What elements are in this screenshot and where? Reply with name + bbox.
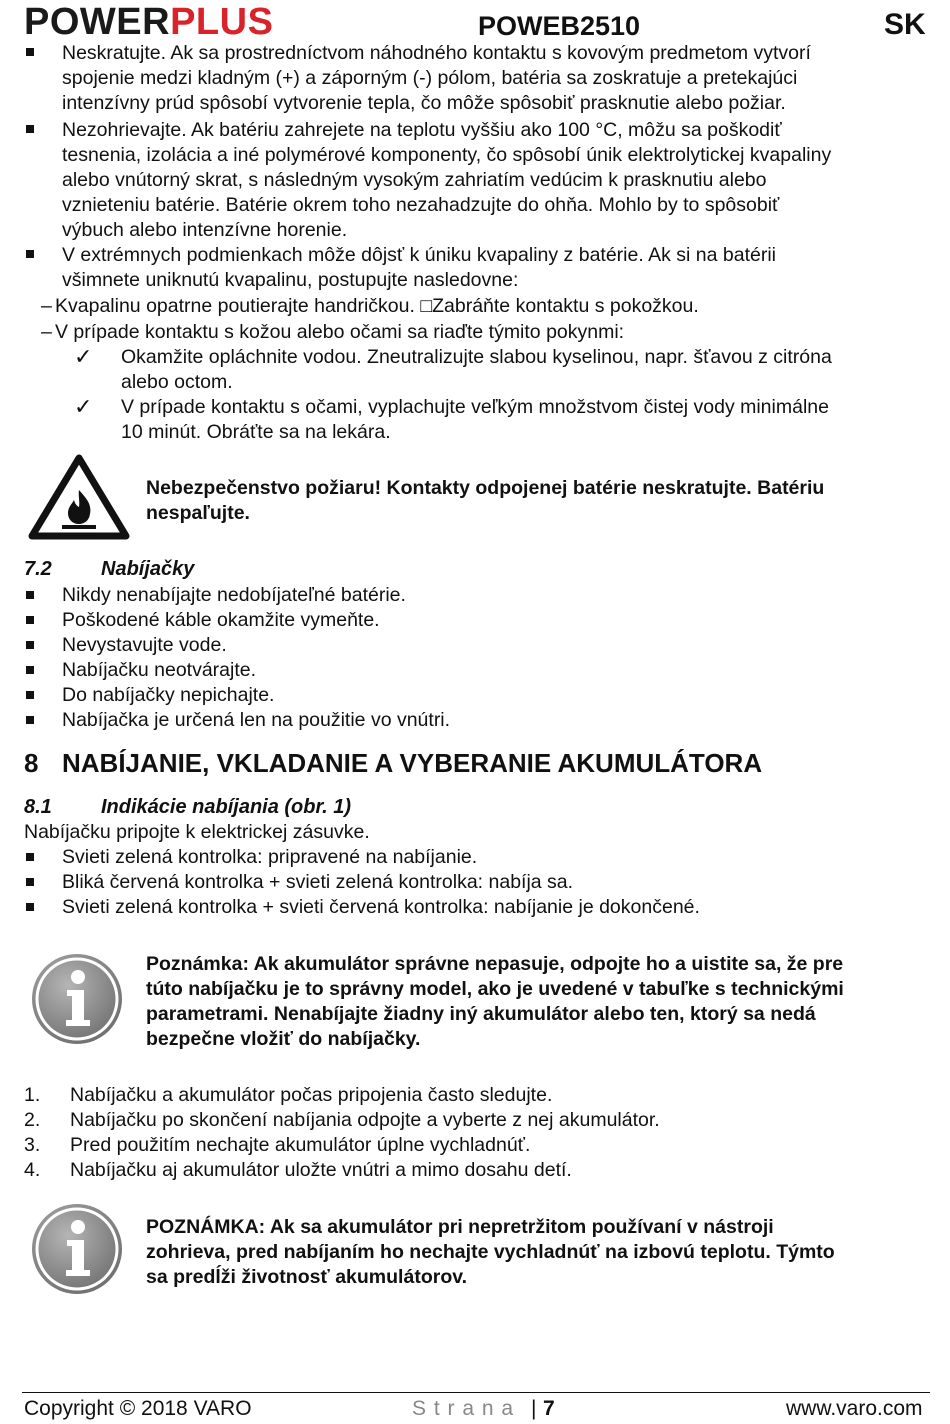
bullet-icon	[26, 591, 34, 599]
brand-logo	[24, 0, 273, 44]
note-text: bezpečne vložiť do nabíjačky.	[146, 1028, 421, 1050]
footer-page-label: S t r a n a	[412, 1397, 515, 1420]
paragraph-line: všimnete uniknutú kvapalinu, postupujte nasledovne:	[62, 269, 519, 291]
checkmark-icon: ✓	[74, 344, 93, 369]
logo-word-power: POWER	[24, 1, 171, 43]
paragraph-line: V extrémnych podmienkach môže dôjsť k úniku kvapaliny z batérie. Ak si na batérii	[62, 244, 776, 266]
check-item-line: Okamžite opláchnite vodou. Zneutralizujte slabou kyselinou, napr. šťavou z citróna	[121, 346, 832, 368]
dash-icon: –	[41, 321, 52, 343]
dash-item: Kvapalinu opatrne poutierajte handričkou. □Zabráňte kontaktu s pokožkou.	[55, 295, 699, 317]
note-text: POZNÁMKA: Ak sa akumulátor pri nepretržitom používaní v nástroji	[146, 1216, 774, 1238]
list-number: 4.	[24, 1159, 41, 1181]
paragraph-line: tesnenia, izolácia a iné polymérové komponenty, čo spôsobí únik elektrolytickej kvapaliny	[62, 144, 832, 166]
check-item-line: V prípade kontaktu s očami, vyplachujte veľkým množstvom čistej vody minimálne	[121, 396, 829, 418]
chapter-title: NABÍJANIE, VKLADANIE A VYBERANIE AKUMULÁTORA	[62, 748, 763, 778]
footer-copyright: Copyright © 2018 VARO	[24, 1397, 252, 1420]
numbered-item: Nabíjačku a akumulátor počas pripojenia často sledujte.	[70, 1084, 553, 1106]
bullet-icon	[26, 250, 34, 258]
paragraph-line: Nezohrievajte. Ak batériu zahrejete na teplotu vyššiu ako 100 °C, môžu sa poškodiť	[62, 119, 782, 141]
bullet-icon	[26, 641, 34, 649]
note-text: parametrami. Nenabíjajte žiadny iný akumulátor alebo ten, ktorý sa nedá	[146, 1003, 816, 1025]
note-text: túto nabíjačku je to správny model, ako je uvedené v tabuľke s technickými	[146, 978, 844, 1000]
list-item: Do nabíjačky nepichajte.	[62, 684, 275, 706]
check-item-line: 10 minút. Obráťte sa na lekára.	[121, 421, 391, 443]
info-icon	[30, 952, 124, 1046]
chapter-number: 8	[24, 748, 39, 778]
paragraph-line: Neskratujte. Ak sa prostredníctvom náhodného kontaktu s kovovým predmetom vytvorí	[62, 42, 811, 64]
bullet-icon	[26, 48, 34, 56]
fire-warning-icon	[28, 454, 130, 540]
note-text: Poznámka: Ak akumulátor správne nepasuje, odpojte ho a uistite sa, že pre	[146, 953, 844, 975]
fire-warning-text: nespaľujte.	[146, 502, 250, 524]
section-intro: Nabíjačku pripojte k elektrickej zásuvke.	[24, 821, 370, 843]
list-item: Nabíjačku neotvárajte.	[62, 659, 257, 681]
bullet-icon	[26, 666, 34, 674]
footer-page-number: 7	[543, 1397, 555, 1420]
numbered-item: Pred použitím nechajte akumulátor úplne vychladnúť.	[70, 1134, 531, 1156]
list-item: Nabíjačka je určená len na použitie vo vnútri.	[62, 709, 451, 731]
check-item-line: alebo octom.	[121, 371, 233, 393]
bullet-icon	[26, 853, 34, 861]
list-item: Svieti zelená kontrolka: pripravené na nabíjanie.	[62, 846, 478, 868]
section-title: Indikácie nabíjania (obr. 1)	[101, 796, 352, 818]
list-item: Bliká červená kontrolka + svieti zelená kontrolka: nabíja sa.	[62, 871, 574, 893]
checkmark-icon: ✓	[74, 394, 93, 419]
numbered-item: Nabíjačku aj akumulátor uložte vnútri a mimo dosahu detí.	[70, 1159, 572, 1181]
list-number: 2.	[24, 1109, 41, 1131]
section-number: 8.1	[24, 796, 52, 818]
paragraph-line: alebo vnútorný skrat, s následným vysokým zahriatím vedúcim k prasknutiu alebo	[62, 169, 767, 191]
bullet-icon	[26, 716, 34, 724]
list-number: 3.	[24, 1134, 41, 1156]
language-code: SK	[884, 8, 926, 41]
list-number: 1.	[24, 1084, 41, 1106]
list-item: Poškodené káble okamžite vymeňte.	[62, 609, 380, 631]
dash-icon: –	[41, 295, 52, 317]
bullet-icon	[26, 125, 34, 133]
numbered-item: Nabíjačku po skončení nabíjania odpojte a vyberte z nej akumulátor.	[70, 1109, 660, 1131]
note-text: zohrieva, pred nabíjaním ho nechajte vychladnúť na izbovú teplotu. Týmto	[146, 1241, 835, 1263]
bullet-icon	[26, 691, 34, 699]
paragraph-line: vznieteniu batérie. Batérie okrem toho nezahadzujte do ohňa. Mohlo by to spôsobiť	[62, 194, 780, 216]
note-text: sa predĺži životnosť akumulátorov.	[146, 1266, 468, 1288]
fire-warning-text: Nebezpečenstvo požiaru! Kontakty odpojenej batérie neskratujte. Batériu	[146, 477, 825, 499]
model-number: POWEB2510	[478, 11, 641, 41]
paragraph-line: spojenie medzi kladným (+) a záporným (-) pólom, batéria sa zoskratuje a pretekajúci	[62, 67, 798, 89]
bullet-icon	[26, 903, 34, 911]
list-item: Nevystavujte vode.	[62, 634, 227, 656]
footer-separator: |	[531, 1397, 537, 1420]
logo-word-plus: PLUS	[170, 1, 274, 43]
info-icon	[30, 1202, 124, 1296]
section-number: 7.2	[24, 558, 52, 580]
paragraph-line: intenzívny prúd spôsobí vytvorenie tepla, čo môže spôsobiť prasknutie alebo požiar.	[62, 92, 786, 114]
list-item: Nikdy nenabíjajte nedobíjateľné batérie.	[62, 584, 406, 606]
bullet-icon	[26, 878, 34, 886]
dash-item: V prípade kontaktu s kožou alebo očami sa riaďte týmito pokynmi:	[55, 321, 625, 343]
footer-url: www.varo.com	[786, 1397, 923, 1420]
paragraph-line: výbuch alebo intenzívne horenie.	[62, 219, 348, 241]
section-title: Nabíjačky	[101, 558, 195, 580]
list-item: Svieti zelená kontrolka + svieti červená kontrolka: nabíjanie je dokončené.	[62, 896, 700, 918]
bullet-icon	[26, 616, 34, 624]
footer-divider	[22, 1392, 930, 1393]
